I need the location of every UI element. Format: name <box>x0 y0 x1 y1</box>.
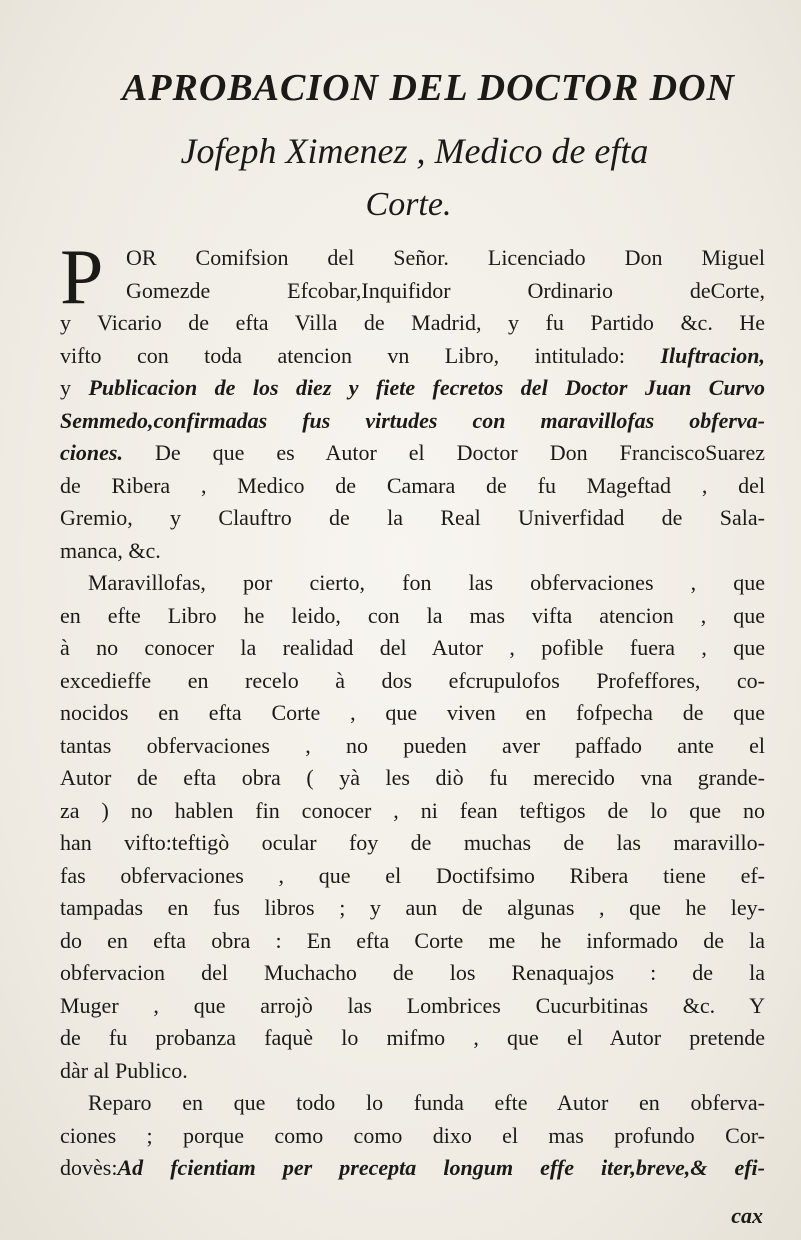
text-line: tampadas en fus libros ; y aun de algunas , que he ley- <box>60 895 765 920</box>
text-line: de Ribera , Medico de Camara de fu Mageftad , del <box>60 472 765 498</box>
text-line: Gremio, y Clauftro de la Real Univerfidad de Sala- <box>60 505 765 530</box>
text-line: do en efta obra : En efta Corte me he informado de la <box>60 927 765 953</box>
italic-title-fragment: Publicacion de los diez y fiete fecretos del Doctor Juan Curvo <box>88 375 766 400</box>
italic-title-fragment: Iluftracion, <box>660 342 765 368</box>
text-line: ciones ; porque como como dixo el mas profundo Cor- <box>60 1122 765 1148</box>
text-line: Muger , que arrojò las Lombrices Cucurbitinas &c. Y <box>60 992 765 1018</box>
text-line: vifto con toda atencion vn Libro, intitulado: Iluftracion, <box>60 342 765 368</box>
text-line: dovès:Ad fcientiam per precepta longum effe iter,breve,& efi- <box>60 1155 765 1180</box>
text-line: fas obfervaciones , que el Doctifsimo Ribera tiene ef- <box>60 862 765 888</box>
text-line: obfervacion del Muchacho de los Renaquajos : de la <box>60 960 765 985</box>
text-line: tantas obfervaciones , no pueden aver paffado ante el <box>60 732 765 758</box>
text-line: Reparo en que todo lo funda efte Autor en obferva- <box>88 1090 765 1115</box>
italic-latin-quote: Ad fcientiam per precepta longum effe iter,breve,& efi- <box>117 1155 765 1180</box>
title-line-2: Jofeph Ximenez , Medico de efta <box>180 131 649 171</box>
text-line: Autor de efta obra ( yà les diò fu merecido vna grande- <box>60 765 765 790</box>
text-line: nocidos en efta Corte , que viven en fofpecha de que <box>60 700 765 725</box>
text-line: manca, &c. <box>60 537 161 563</box>
text-line: excedieffe en recelo à dos efcrupulofos Profeffores, co- <box>60 667 765 693</box>
text-line: ciones. De que es Autor el Doctor Don FranciscoSuarez <box>60 440 765 465</box>
text-line: de fu probanza faquè lo mifmo , que el Autor pretende <box>60 1025 765 1050</box>
text-line: en efte Libro he leido, con la mas vifta atencion , que <box>60 602 765 628</box>
approval-body <box>60 233 766 1185</box>
text-line: Gomezde Efcobar,Inquifidor Ordinario deCorte, <box>126 277 765 303</box>
italic-title-fragment: Semmedo,confirmadas fus virtudes con maravillofas obferva- <box>60 407 765 433</box>
text-line: han vifto:teftigò ocular foy de muchas de las maravillo- <box>60 830 765 855</box>
text-line <box>60 405 765 438</box>
drop-cap-initial: P <box>60 233 104 320</box>
text-line: dàr al Publico. <box>60 1057 188 1083</box>
text-line: Maravillofas, por cierto, fon las obfervaciones , que <box>88 570 765 595</box>
title-line-3: Corte. <box>365 186 452 223</box>
text-line: za ) no hablen fin conocer , ni fean teftigos de lo que no <box>60 797 765 823</box>
text-line: y Vicario de efta Villa de Madrid, y fu Partido &c. He <box>60 310 765 335</box>
italic-title-fragment: ciones. <box>60 440 123 465</box>
title-line-1: APROBACION DEL DOCTOR DON <box>121 67 736 109</box>
text-line: OR Comifsion del Señor. Licenciado Don Miguel <box>126 245 765 270</box>
text-line: y Publicacion de los diez y fiete fecretos del Doctor Juan Curvo <box>60 375 766 400</box>
text-line: à no conocer la realidad del Autor , pofible fuera , que <box>60 635 765 660</box>
catchword: cax <box>731 1203 763 1228</box>
